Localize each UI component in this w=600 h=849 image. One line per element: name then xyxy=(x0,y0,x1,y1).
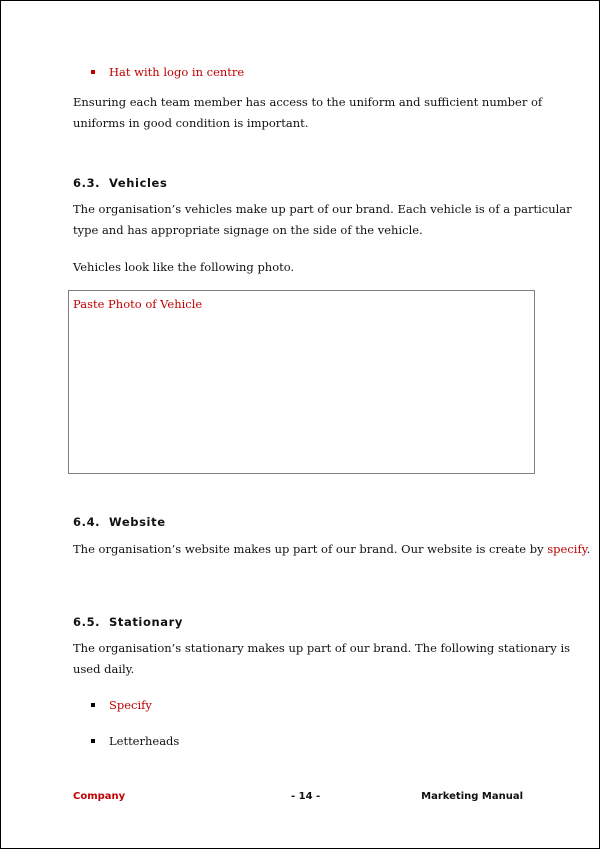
section-title: Website xyxy=(109,515,166,529)
bullet-marker xyxy=(91,703,95,707)
section-number: 6.3. xyxy=(73,176,101,190)
bullet-item-hat: Hat with logo in centre xyxy=(109,65,245,79)
footer-page-number: - 14 - xyxy=(291,791,321,802)
footer-company: Company xyxy=(73,791,126,802)
website-paragraph xyxy=(73,539,590,560)
vehicles-photo-intro: Vehicles look like the following photo. xyxy=(73,260,295,274)
section-heading-website xyxy=(73,515,166,529)
section-title: Stationary xyxy=(109,615,183,629)
section-heading-stationary xyxy=(73,615,183,629)
stationary-item-letterheads: Letterheads xyxy=(109,734,180,748)
uniform-paragraph-line-1: Ensuring each team member has access to the uniform and sufficient number of xyxy=(73,95,543,109)
stationary-item-specify: Specify xyxy=(109,698,152,712)
stationary-paragraph-line-1: The organisation’s stationary makes up part of our brand. The following stationary is xyxy=(73,641,571,655)
vehicle-photo-placeholder-text: Paste Photo of Vehicle xyxy=(73,297,203,311)
section-title: Vehicles xyxy=(109,176,168,190)
section-number: 6.4. xyxy=(73,515,101,529)
section-heading-vehicles xyxy=(73,176,167,190)
footer-document-title: Marketing Manual xyxy=(421,791,523,802)
bullet-marker xyxy=(91,70,95,74)
section-number: 6.5. xyxy=(73,615,101,629)
uniform-paragraph-line-2: uniforms in good condition is important. xyxy=(73,116,309,130)
vehicle-photo-placeholder-box[interactable] xyxy=(68,290,535,474)
website-specify-placeholder: specify xyxy=(547,542,587,556)
website-text-end: . xyxy=(586,542,591,556)
stationary-paragraph-line-2: used daily. xyxy=(73,662,135,676)
vehicles-paragraph-line-1: The organisation’s vehicles make up part of our brand. Each vehicle is of a particular xyxy=(73,202,572,216)
bullet-marker xyxy=(91,739,95,743)
website-text: The organisation’s website makes up part of our brand. Our website is create by xyxy=(73,542,548,556)
vehicles-paragraph-line-2: type and has appropriate signage on the side of the vehicle. xyxy=(73,223,423,237)
